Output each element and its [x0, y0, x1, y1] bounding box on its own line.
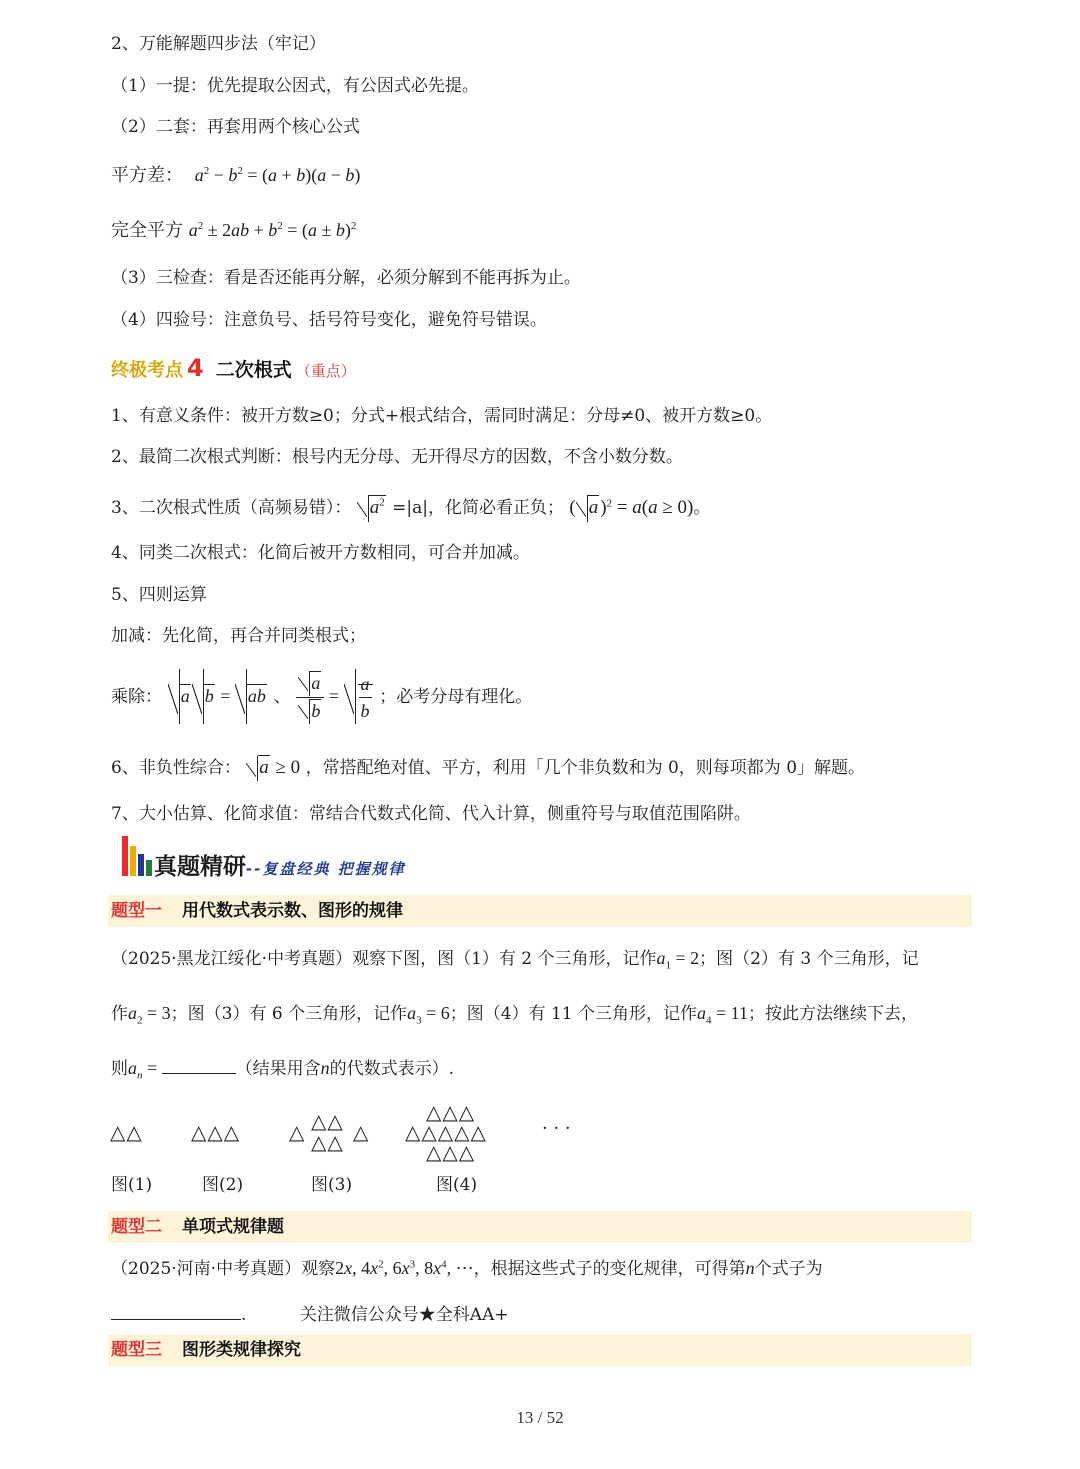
section-title: 二次根式	[215, 359, 292, 381]
item-1: 1、有意义条件：被开方数≥0；分式+根式结合，需同时满足：分母≠0、被开方数≥0。	[111, 406, 773, 426]
item-3-label: 3、二次根式性质（高频易错）：	[111, 498, 352, 518]
type-2-label: 题型二	[111, 1217, 162, 1237]
item-2: 2、最简二次根式判断：根号内无分母、无开得尽方的因数，不含小数分数。	[111, 447, 683, 467]
step-2: （2）二套：再套用两个核心公式	[111, 117, 360, 137]
item-6-label: 6、非负性综合：	[111, 758, 241, 778]
type-1-line-1: （2025·黑龙江绥化·中考真题）观察下图，图（1）有 2 个三角形，记作$a_1 = 2$；图（2）有 3 个三角形，记	[111, 948, 919, 972]
item-7: 7、大小估算、化简求值：常结合代数式化简、代入计算，侧重符号与取值范围陷阱。	[111, 804, 751, 824]
type-2-line-1: （2025·河南·中考真题）观察2x, $4x^2$, $6x^3$, $8x^4$, ⋯，根据这些式子的变化规律，可得第n个式子为	[111, 1258, 823, 1279]
steps-heading: 2、万能解题四步法（牢记）	[111, 34, 326, 54]
type-3-title: 图形类规律探究	[182, 1340, 301, 1360]
type-1-line-3: 则$a_n$ = （结果用含n的代数式表示）.	[111, 1058, 455, 1082]
type-1-text-e: ；图（4）有 11 个三角形，记作	[449, 1004, 698, 1024]
type-1-text-g: 则	[111, 1059, 128, 1079]
section-heading	[111, 354, 356, 384]
banner-subtitle: --复盘经典 把握规律	[246, 860, 406, 878]
figure-label-3: 图(3)	[311, 1175, 353, 1195]
section-number: 4	[187, 354, 204, 382]
type-2-blank-tail: .	[241, 1305, 247, 1325]
watermark-text: 关注微信公众号★全科AA+	[299, 1305, 509, 1325]
item-6: 6、非负性综合： a ≥ 0 ，常搭配绝对值、平方，利用「几个非负数和为 0，则每项都为 0」解题。	[111, 755, 865, 781]
type-1-text-h: （结果用含	[235, 1059, 321, 1079]
step-1: （1）一提：优先提取公因式，有公因式必先提。	[111, 76, 479, 96]
item-3: 3、二次根式性质（高频易错）： $a^2 =|a|$，化简必看正负； ( a )$^2$ = a(a ≥ 0)。	[111, 494, 710, 522]
mul-label: 乘除：	[111, 687, 162, 707]
type-1-line-2: 作$a_2 = 3$；图（3）有 6 个三角形，记作$a_3 = 6$；图（4）有 11 个三角形，记作$a_4 = 11$；按此方法继续下去，	[111, 1003, 919, 1027]
banner-title: 真题精研	[154, 854, 246, 880]
answer-blank[interactable]	[162, 1057, 236, 1074]
type-2-line-2	[111, 1303, 509, 1326]
banner	[154, 848, 406, 881]
step-4: （4）四验号：注意负号、括号符号变化，避免符号错误。	[111, 310, 547, 330]
diff-label: 平方差：	[111, 165, 183, 186]
section-tag: （重点）	[295, 362, 356, 380]
difference-of-squares-formula: 平方差： $a^2 - b^2 = (a + b)(a - b)$	[111, 165, 361, 186]
type-2-text-c: 个式子为	[754, 1259, 823, 1279]
type-1-title: 用代数式表示数、图形的规律	[182, 901, 403, 921]
perfect-square-formula: 完全平方 $a^2 \pm 2ab + b^2 = (a \pm b)^2$	[111, 220, 357, 241]
answer-blank-2[interactable]	[111, 1303, 241, 1320]
figure-ellipsis: · · ·	[542, 1118, 571, 1139]
type-1-text-b: ；图（2）有 3 个三角形，记	[699, 949, 919, 969]
section-prefix: 终极考点	[111, 360, 183, 381]
type-1-text-c: 作	[111, 1004, 128, 1024]
item-5: 5、四则运算	[111, 585, 207, 605]
figure-1-triangles: △△	[110, 1120, 143, 1144]
type-2-text-b: ，根据这些式子的变化规律，可得第	[473, 1259, 746, 1279]
type-1-text-f: ；按此方法继续下去，	[748, 1004, 919, 1024]
multiply-rule: 乘除： a b = ab 、 $\frac{a}{b}$ = $\frac{a}{b}$ ；必考分母有理化。	[111, 668, 532, 724]
mul-sep: 、	[273, 687, 291, 707]
item-3-text: =|a|，化简必看正负；	[392, 498, 564, 518]
type-1-text-d: ；图（3）有 6 个三角形，记作	[170, 1004, 408, 1024]
figure-label-4: 图(4)	[436, 1175, 478, 1195]
type-2-band	[108, 1211, 972, 1243]
type-1-text-i: 的代数式表示）.	[329, 1059, 455, 1079]
perfect-label: 完全平方	[111, 220, 183, 241]
type-3-label: 题型三	[111, 1340, 162, 1360]
figure-label-1: 图(1)	[111, 1175, 153, 1195]
type-1-band	[108, 895, 972, 927]
figure-label-2: 图(2)	[202, 1175, 244, 1195]
type-2-title: 单项式规律题	[182, 1217, 284, 1237]
document-page: 2、万能解题四步法（牢记） （1）一提：优先提取公因式，有公因式必先提。 （2）二套：再套用两个核心公式 平方差： $a^2 - b^2 = (a + b)(a - b)$ 完全平方 $a^2 \pm 2ab + b^2 = (a \pm b)^2$ （3）三检查：看是否还能再分解，必须分解到不能再拆为止。 （4）四验号：注意负号、括号符号变化，避免符号错误。 终极考点 4 二次根式 （重点） 1、有意义条件：被开方数≥0；分式+根式结合，需同时满足：分母≠0、被开方数≥0。 2、最简二次根式判断：根号内无分母、无开得尽方的因数，不含小数分数。 3、二次根式性质（高频易错）： $a^2 =|a|$，化简必看正负； ( a )$^2$ = a(a ≥ 0)。 4、同类二次根式：化简后被开方数相同，可合并加减。 5、四则运算 加减：先化简，再合并同类根式； 乘除： a b = ab 、 $\frac{a}{b}$ = $\frac{a}{b}$ ；必考分母有理化。 6、非负性综合： a ≥ 0 ，常搭配绝对值、平方，利用「几个非负数和为 0，则每项都为 0」解题。 7、大小估算、化简求值：常结合代数式化简、代入计算，侧重符号与取值范围陷阱。 真题精研--复盘经典 把握规律 题型一 用代数式表示数、图形的规律 （2025·黑龙江绥化·中考真题）观察下图，图（1）有 2 个三角形，记作$a_1 = 2$；图（2）有 3 个三角形，记 作$a_2 = 3$；图（3）有 6 个三角形，记作$a_3 = 6$；图（4）有 11 个三角形，记作$a_4 = 11$；按此方法继续下去， 则$a_n$ = （结果用含n的代数式表示）. △△ △△△ △△ △ △ △△ △△△ △△△△△ △△△ · · · 图(1) 图(2) 图(3) 图(4) 题型二 单项式规律题 （2025·河南·中考真题）观察2x, $4x^2$, $6x^3$, $8x^4$, ⋯，根据这些式子的变化规律，可得第n个式子为 . 关注微信公众号★全科AA+ 题型三 图形类规律探究 13 / 52	[0, 0, 1080, 1469]
banner-logo-icon	[122, 836, 154, 876]
item-6-text: ，常搭配绝对值、平方，利用「几个非负数和为 0，则每项都为 0」解题。	[305, 758, 866, 778]
item-4: 4、同类二次根式：化简后被开方数相同，可合并加减。	[111, 543, 530, 563]
step-3: （3）三检查：看是否还能再分解，必须分解到不能再拆为止。	[111, 268, 581, 288]
add-rule: 加减：先化简，再合并同类根式；	[111, 626, 366, 646]
item-3-end: 。	[693, 498, 711, 518]
type-2-text-a: （2025·河南·中考真题）观察	[111, 1259, 336, 1279]
type-1-label: 题型一	[111, 901, 162, 921]
figure-2-triangles: △△△	[191, 1120, 241, 1144]
page-number: 13 / 52	[516, 1408, 564, 1427]
type-3-band	[108, 1334, 972, 1366]
type-1-text-a: （2025·黑龙江绥化·中考真题）观察下图，图（1）有 2 个三角形，记作	[111, 949, 657, 969]
mul-tail: ；必考分母有理化。	[379, 687, 533, 707]
